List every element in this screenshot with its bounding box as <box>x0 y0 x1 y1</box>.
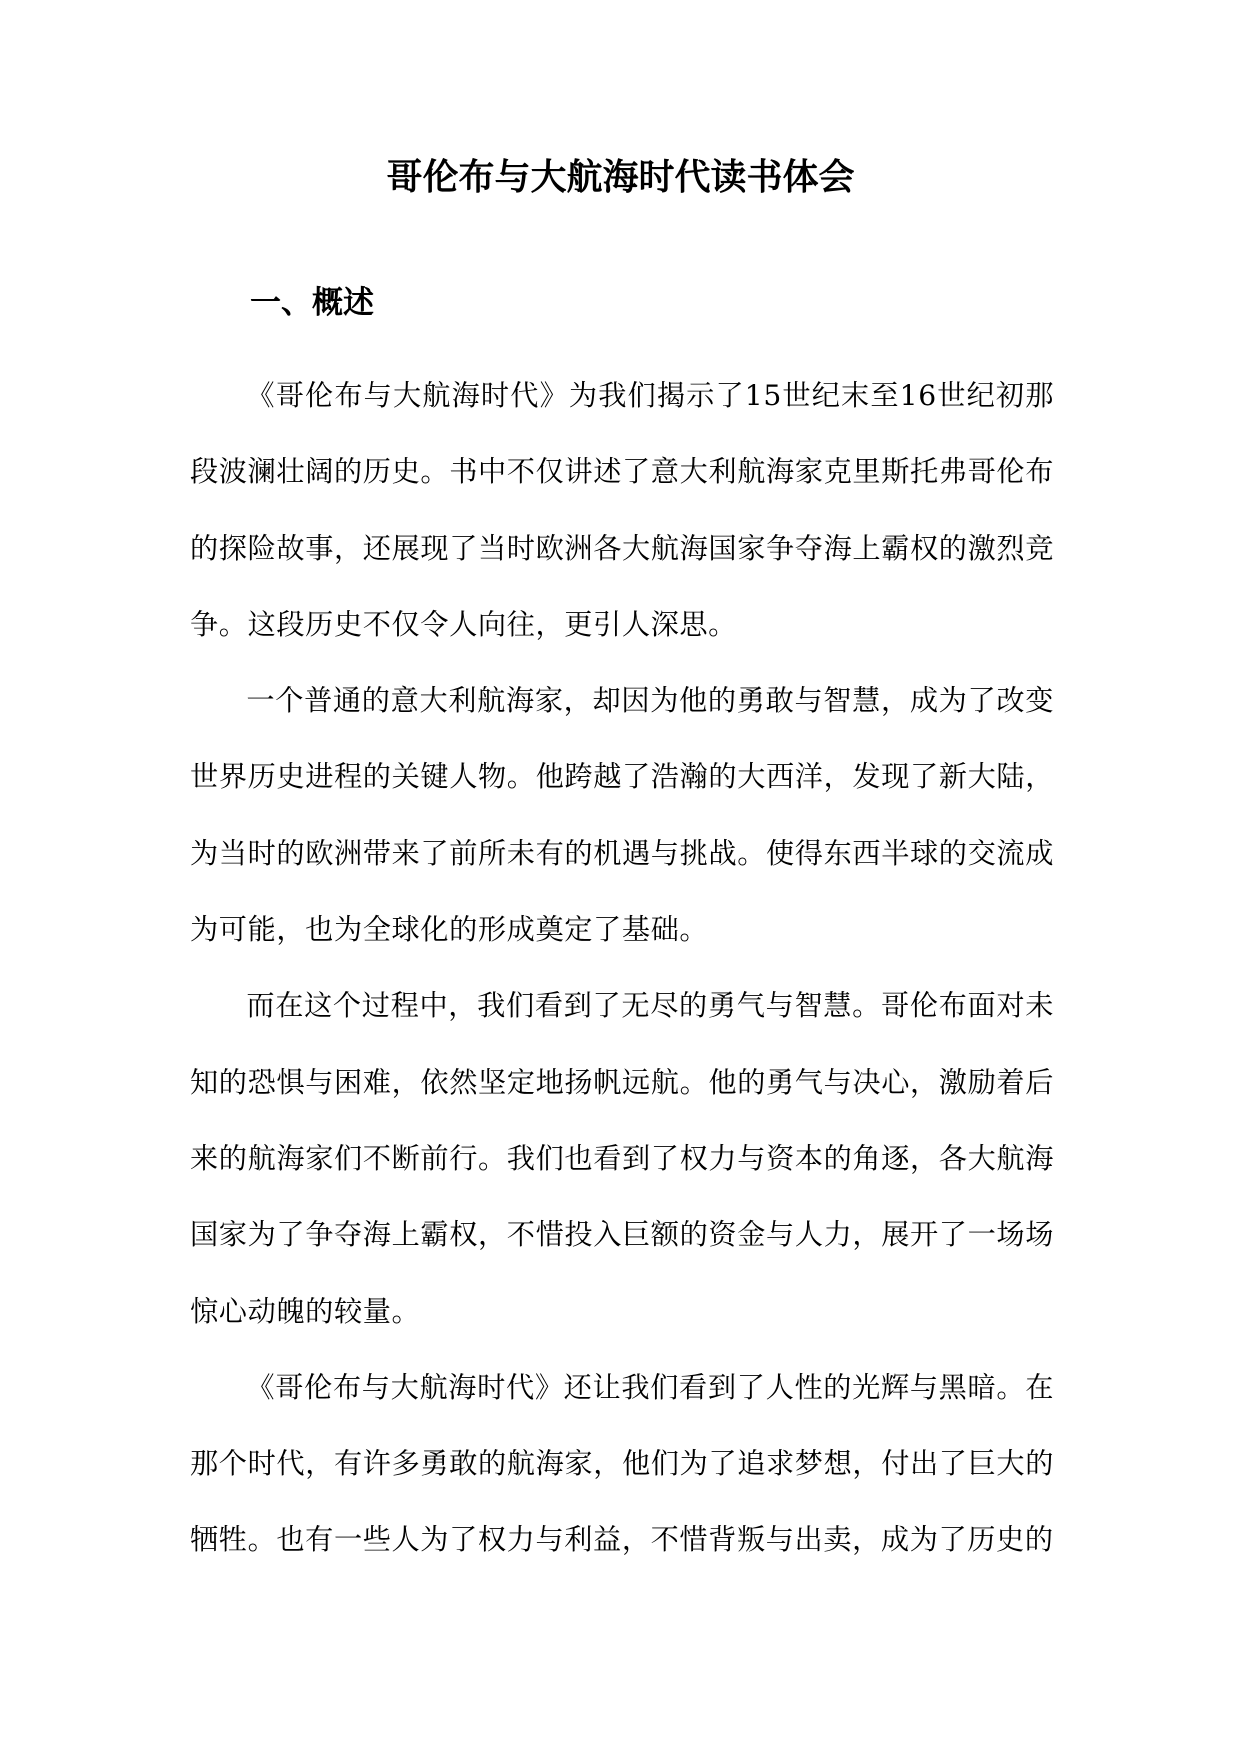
body-text <box>190 358 1054 1579</box>
paragraph-3: 而在这个过程中，我们看到了无尽的勇气与智慧。哥伦布面对未知的恐惧与困难，依然坚定地扬帆远航。他的勇气与决心，激励着后来的航海家们不断前行。我们也看到了权力与资本的角逐，各大航海国家为了争夺海上霸权，不惜投入巨额的资金与人力，展开了一场场惊心动魄的较量。 <box>190 989 1054 1328</box>
paragraph-2: 一个普通的意大利航海家，却因为他的勇敢与智慧，成为了改变世界历史进程的关键人物。他跨越了浩瀚的大西洋，发现了新大陆，为当时的欧洲带来了前所未有的机遇与挑战。使得东西半球的交流成为可能，也为全球化的形成奠定了基础。 <box>190 684 1054 947</box>
section-heading: 一、概述 <box>250 285 374 321</box>
paragraph-1: 《哥伦布与大航海时代》为我们揭示了15世纪末至16世纪初那段波澜壮阔的历史。书中不仅讲述了意大利航海家克里斯托弗哥伦布的探险故事，还展现了当时欧洲各大航海国家争夺海上霸权的激烈竞争。这段历史不仅令人向往，更引人深思。 <box>190 379 1054 641</box>
paragraph-4: 《哥伦布与大航海时代》还让我们看到了人性的光辉与黑暗。在那个时代，有许多勇敢的航海家，他们为了追求梦想，付出了巨大的牺牲。也有一些人为了权力与利益，不惜背叛与出卖，成为了历史的 <box>190 1370 1054 1557</box>
document-title: 哥伦布与大航海时代读书体会 <box>386 156 855 198</box>
